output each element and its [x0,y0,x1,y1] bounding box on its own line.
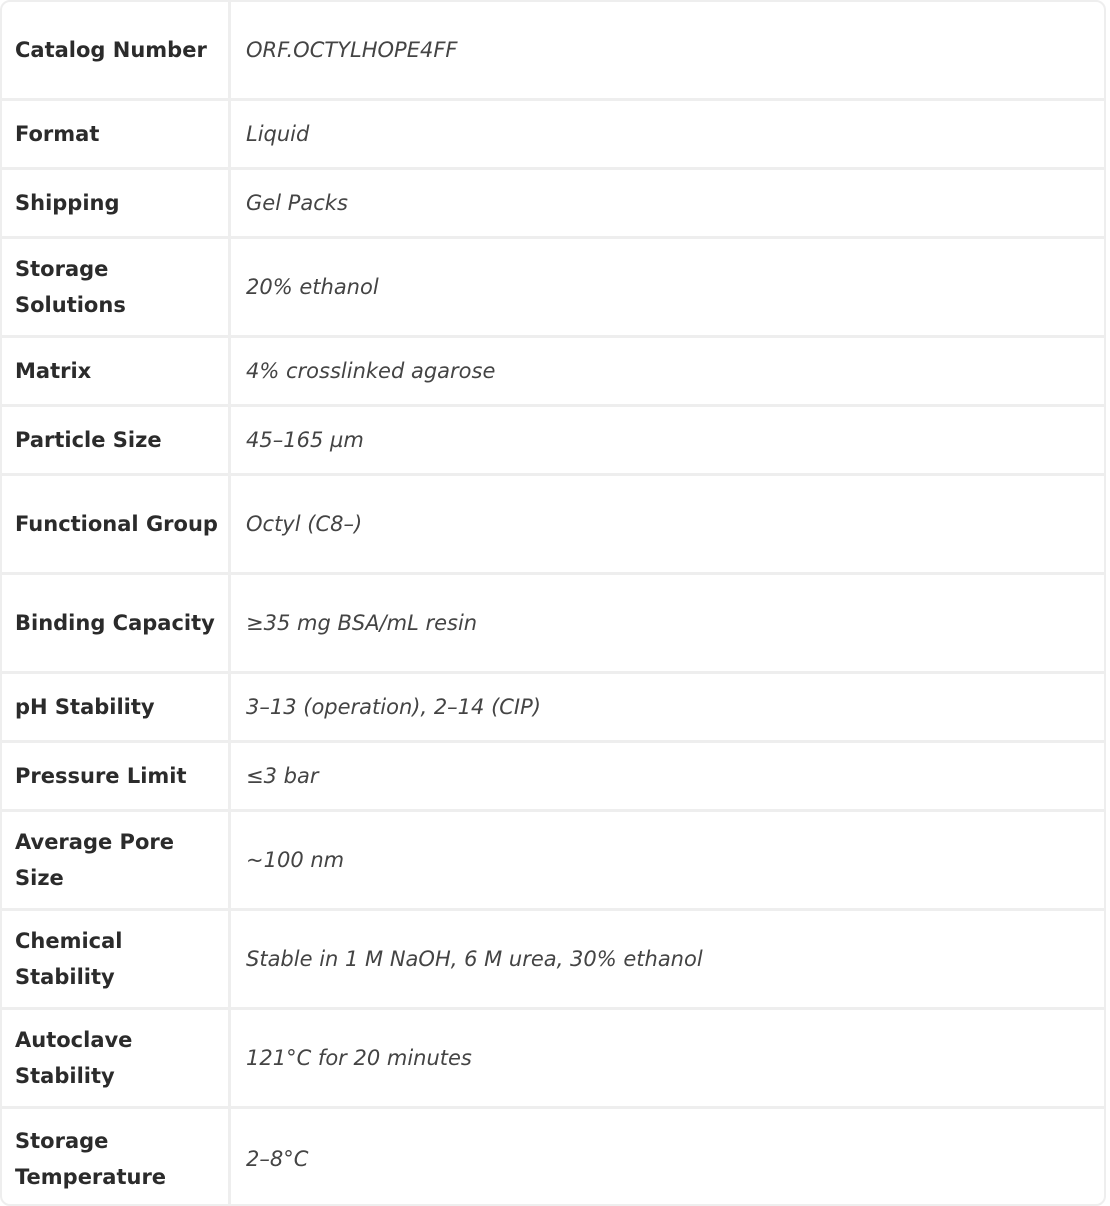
spec-row-format [2,101,1104,170]
spec-value: ORF.OCTYLHOPE4FF [246,38,458,62]
spec-label: Functional Group [2,476,231,572]
spec-label: Catalog Number [2,2,231,98]
spec-label: Storage Solutions [2,239,231,335]
spec-row-shipping [2,170,1104,239]
spec-label: pH Stability [2,674,231,740]
spec-row-average-pore-size [2,812,1104,911]
spec-row-storage-solutions [2,239,1104,338]
spec-label: Matrix [2,338,231,404]
spec-label: Autoclave Stability [2,1010,231,1106]
spec-value: 20% ethanol [246,275,379,299]
spec-value: 4% crosslinked agarose [246,359,496,383]
spec-value: ~100 nm [246,848,345,872]
spec-label: Chemical Stability [2,911,231,1007]
spec-row-matrix [2,338,1104,407]
spec-row-particle-size [2,407,1104,476]
spec-label: Shipping [2,170,231,236]
spec-label: Binding Capacity [2,575,231,671]
spec-value: Gel Packs [246,191,348,215]
spec-value: Stable in 1 M NaOH, 6 M urea, 30% ethanol [246,947,703,971]
spec-label: Particle Size [2,407,231,473]
spec-label: Format [2,101,231,167]
spec-row-storage-temperature [2,1109,1104,1206]
spec-row-binding-capacity [2,575,1104,674]
spec-value: Octyl (C8–) [246,512,363,536]
spec-value: ≤3 bar [246,764,319,788]
spec-value: 2–8°C [246,1147,309,1171]
spec-label: Average Pore Size [2,812,231,908]
spec-row-ph-stability [2,674,1104,743]
spec-row-catalog-number [2,2,1104,101]
spec-label: Pressure Limit [2,743,231,809]
spec-value: ≥35 mg BSA/mL resin [246,611,478,635]
spec-row-chemical-stability [2,911,1104,1010]
spec-value: 45–165 µm [246,428,364,452]
spec-row-functional-group [2,476,1104,575]
spec-row-autoclave-stability [2,1010,1104,1109]
spec-row-pressure-limit [2,743,1104,812]
spec-value: Liquid [246,122,310,146]
spec-value: 3–13 (operation), 2–14 (CIP) [246,695,541,719]
spec-value: 121°C for 20 minutes [246,1046,472,1070]
spec-label: Storage Temperature [2,1109,231,1206]
